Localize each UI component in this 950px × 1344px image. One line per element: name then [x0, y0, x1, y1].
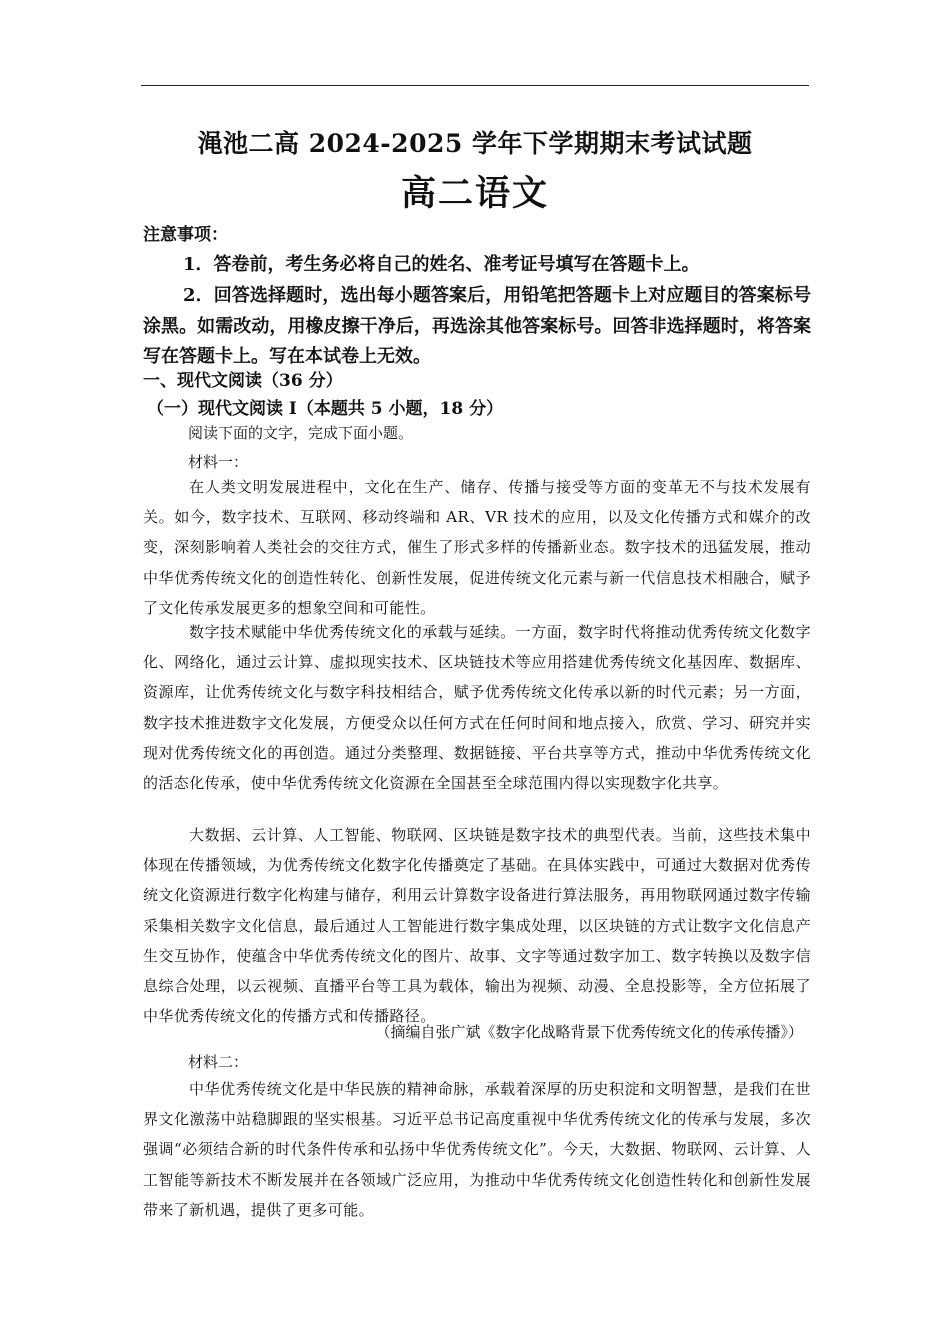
- material-2-label: 材料二：: [188, 1053, 249, 1071]
- notice-item-2: 2．回答选择题时，选出每小题答案后，用铅笔把答题卡上对应题目的答案标号涂黑。如需改动，用橡皮擦干净后，再选涂其他答案标号。回答非选择题时，将答案写在答题卡上。写在本试卷上无效。: [143, 285, 811, 367]
- section-heading: 一、现代文阅读（36 分）: [143, 371, 343, 391]
- section-subheading: （一）现代文阅读 I（本题共 5 小题，18 分）: [147, 399, 504, 419]
- material-1-source: （摘编自张广斌《数字化战略背景下优秀传统文化的传承传播》）: [375, 1023, 803, 1041]
- material-1-paragraph: 在人类文明发展进程中，文化在生产、储存、传播与接受等方面的变革无不与技术发展有关。如今，数字技术、互联网、移动终端和 AR、VR 技术的应用，以及文化传播方式和媒介的改变，深刻影响着人类社会的交往方式，催生了形式多样的传播新业态。数字技术的迅猛发展，推动中华优秀传统文化的创造性转化、创新性发展，促进传统文化元素与新一代信息技术相融合，赋予了文化传承发展更多的想象空间和可能性。: [143, 478, 811, 617]
- notice-heading: 注意事项：: [143, 225, 228, 245]
- header-rule: [141, 85, 809, 86]
- reading-instruction: 阅读下面的文字，完成下面小题。: [188, 424, 414, 442]
- material-2-paragraph: 中华优秀传统文化是中华民族的精神命脉，承载着深厚的历史积淀和文明智慧，是我们在世界文化激荡中站稳脚跟的坚实根基。习近平总书记高度重视中华优秀传统文化的传承与发展，多次强调“必须结合新的时代条件传承和弘扬中华优秀传统文化”。今天，大数据、物联网、云计算、人工智能等新技术不断发展并在各领域广泛应用，为推动中华优秀传统文化创造性转化和创新性发展带来了新机遇，提供了更多可能。: [143, 1080, 811, 1219]
- material-1-paragraph: 大数据、云计算、人工智能、物联网、区块链是数字技术的典型代表。当前，这些技术集中体现在传播领域，为优秀传统文化数字化传播奠定了基础。在具体实践中，可通过大数据对优秀传统文化资源进行数字化构建与储存，利用云计算数字设备进行算法服务，再用物联网通过数字传输采集相关数字文化信息，最后通过人工智能进行数字集成处理，以区块链的方式让数字文化信息产生交互协作，使蕴含中华优秀传统文化的图片、故事、文字等通过数字加工、数字转换以及数字信息综合处理，以云视频、直播平台等工具为载体，输出为视频、动漫、全息投影等，全方位拓展了中华优秀传统文化的传播方式和传播路径。: [143, 826, 811, 1026]
- subject-title: 高二语文: [400, 173, 549, 214]
- exam-title: 渑池二高 2024-2025 学年下学期期末考试试题: [197, 129, 753, 158]
- material-1-label: 材料一：: [188, 453, 249, 471]
- notice-item-1: 1．答卷前，考生务必将自己的姓名、准考证号填写在答题卡上。: [183, 254, 700, 275]
- material-1-paragraph: 数字技术赋能中华优秀传统文化的承载与延续。一方面，数字时代将推动优秀传统文化数字化、网络化，通过云计算、虚拟现实技术、区块链技术等应用搭建优秀传统文化基因库、数据库、资源库，让优秀传统文化与数字科技相结合，赋予优秀传统文化传承以新的时代元素；另一方面，数字技术推进数字文化发展，方便受众以任何方式在任何时间和地点接入，欣赏、学习、研究并实现对优秀传统文化的再创造。通过分类整理、数据链接、平台共享等方式，推动中华优秀传统文化的活态化传承，使中华优秀传统文化资源在全国甚至全球范围内得以实现数字化共享。: [143, 623, 811, 793]
